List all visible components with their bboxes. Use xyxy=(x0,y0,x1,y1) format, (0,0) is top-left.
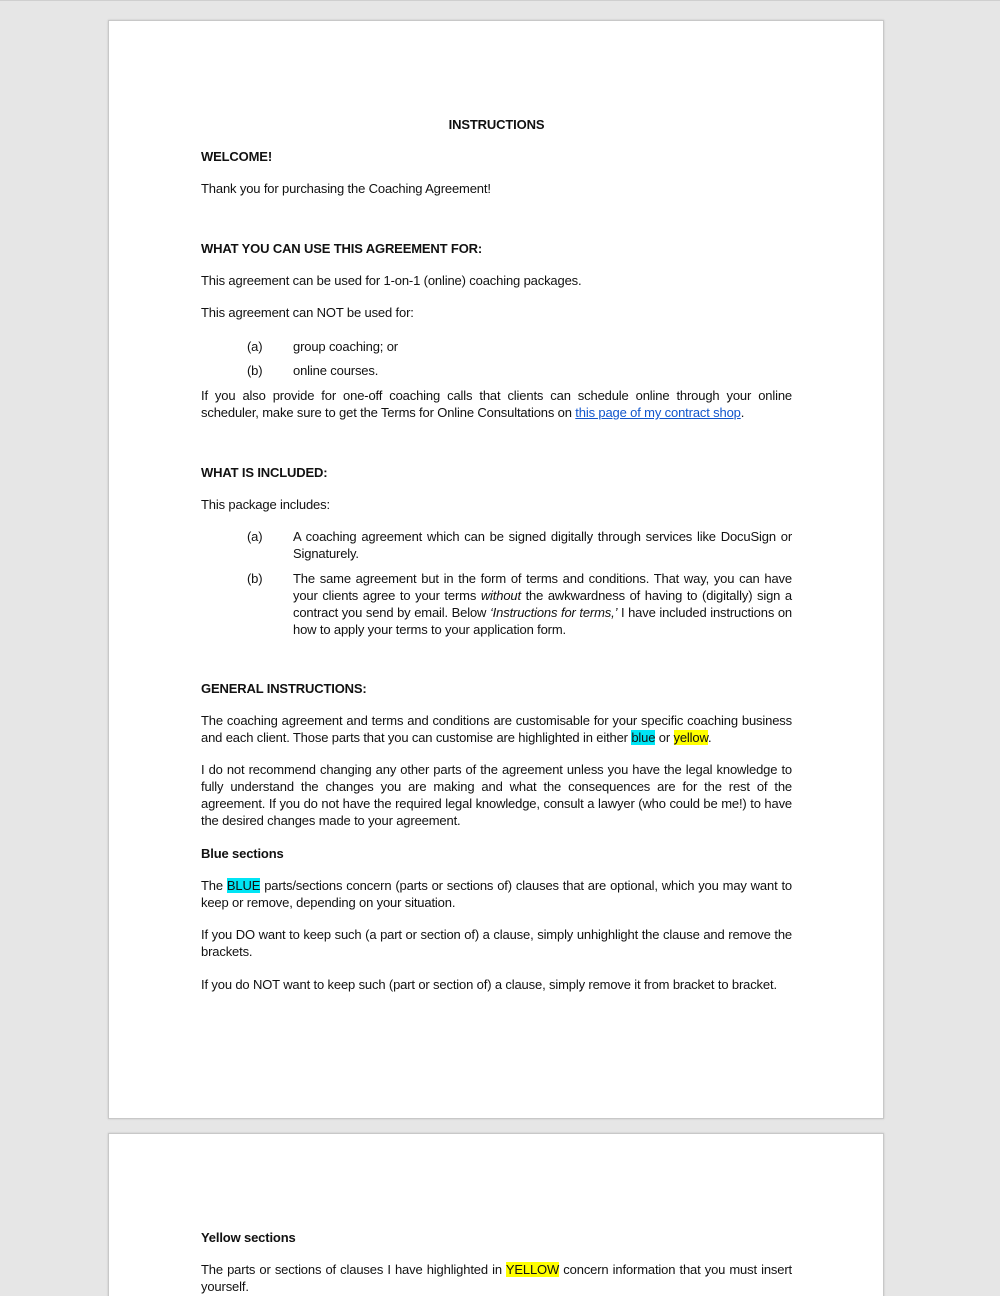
document-title: INSTRUCTIONS xyxy=(448,117,545,132)
general-text-2: I do not recommend changing any other parts of the agreement unless you have the legal knowledge to fully understand the changes you are making and what the consequences are for the rest of the agreement. If you do not have the required legal knowledge, consult a lawyer (who could be me!) to have the desired changes made to your agreement. xyxy=(201,762,792,828)
list-item xyxy=(247,570,792,638)
included-text: This package includes: xyxy=(201,497,330,512)
included-heading: WHAT IS INCLUDED: xyxy=(201,465,328,480)
oneoff-end: . xyxy=(740,405,745,420)
list-marker: (b) xyxy=(247,571,263,586)
page-1-content xyxy=(201,116,792,993)
blue-text-3: If you do NOT want to keep such (part or section of) a clause, simply remove it from bracket to bracket. xyxy=(201,977,777,992)
yellow-highlight: yellow xyxy=(673,730,709,745)
not-used-text: This agreement can NOT be used for: xyxy=(201,305,414,320)
document-page-2 xyxy=(108,1133,884,1296)
contract-shop-link[interactable]: this page of my contract shop xyxy=(575,405,741,420)
blue-text-2: If you DO want to keep such (a part or section of) a clause, simply unhighlight the clause and remove the brackets. xyxy=(201,927,792,959)
welcome-text: Thank you for purchasing the Coaching Agreement! xyxy=(201,181,491,196)
blue-highlight: BLUE xyxy=(226,878,261,893)
page-2-content xyxy=(201,1229,792,1295)
list-item xyxy=(247,338,792,355)
welcome-heading: WELCOME! xyxy=(201,149,273,164)
yellow-text: The parts or sections of clauses I have highlighted in YELLOW concern information that you must insert yourself. xyxy=(201,1262,792,1294)
list-item xyxy=(247,528,792,562)
list-item xyxy=(247,362,792,379)
list-item-text: online courses. xyxy=(293,363,379,378)
list-marker: (a) xyxy=(247,339,263,354)
oneoff-text: If you also provide for one-off coaching calls that clients can schedule online through your online scheduler, make sure to get the Terms for Online Consultations on xyxy=(201,388,792,420)
general-text-1: The coaching agreement and terms and conditions are customisable for your specific coaching business and each client. Those parts that you can customise are highlighted in either blue or yellow. xyxy=(201,713,792,745)
use-text: This agreement can be used for 1-on-1 (online) coaching packages. xyxy=(201,273,582,288)
oneoff-paragraph xyxy=(201,387,792,421)
blue-highlight: blue xyxy=(631,730,656,745)
list-item-text: A coaching agreement which can be signed digitally through services like DocuSign or Signaturely. xyxy=(293,529,792,561)
yellow-sections-heading: Yellow sections xyxy=(201,1230,296,1245)
list-marker: (b) xyxy=(247,363,263,378)
yellow-highlight: YELLOW xyxy=(505,1262,560,1277)
blue-text-1: The BLUE parts/sections concern (parts or sections of) clauses that are optional, which you may want to keep or remove, depending on your situation. xyxy=(201,878,792,910)
document-page-1 xyxy=(108,20,884,1119)
blue-sections-heading: Blue sections xyxy=(201,846,284,861)
list-marker: (a) xyxy=(247,529,263,544)
general-heading: GENERAL INSTRUCTIONS: xyxy=(201,681,367,696)
use-heading: WHAT YOU CAN USE THIS AGREEMENT FOR: xyxy=(201,241,483,256)
list-item-text: The same agreement but in the form of terms and conditions. That way, you can have your clients agree to your terms without the awkwardness of having to (digitally) sign a contract you send by email. Below ‘Instructions for terms,’ I have included instructions on how to apply your terms to your application form. xyxy=(293,571,792,637)
list-item-text: group coaching; or xyxy=(293,339,398,354)
